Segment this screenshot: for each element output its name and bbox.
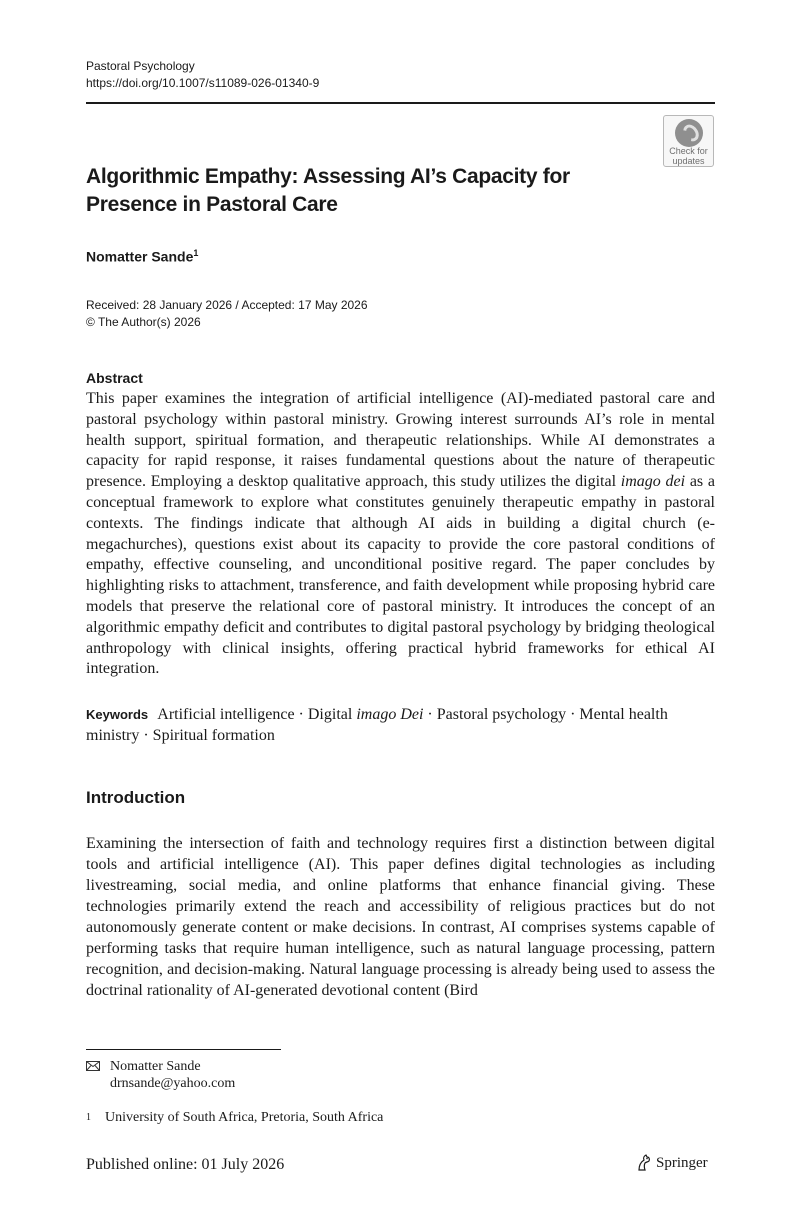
journal-name: Pastoral Psychology	[86, 59, 195, 73]
keyword-separator: ·	[570, 706, 576, 723]
introduction-body	[86, 833, 715, 1001]
published-online: Published online: 01 July 2026	[86, 1156, 285, 1173]
publisher-name: Springer	[656, 1154, 708, 1171]
copyright-notice: © The Author(s) 2026	[86, 315, 201, 329]
author-affiliation-mark: 1	[193, 248, 199, 258]
springer-logo	[636, 1154, 708, 1172]
abstract-body	[86, 389, 715, 680]
keyword-separator: ·	[143, 727, 149, 744]
affiliation-footnote	[86, 1109, 383, 1126]
badge-line-2: updates	[672, 155, 705, 166]
keywords-block	[86, 704, 715, 746]
abstract-italic-term: imago dei	[620, 473, 686, 491]
contact-name: Nomatter Sande	[110, 1059, 201, 1074]
keywords-label: Keywords	[86, 707, 149, 722]
article-dates	[86, 297, 368, 331]
author-name[interactable]: Nomatter Sande	[86, 248, 194, 265]
footnote-rule	[86, 1049, 281, 1050]
badge-line-1: Check for	[669, 146, 708, 156]
keyword-2[interactable]: Digital imago Dei	[307, 706, 424, 723]
keyword-5[interactable]: Spiritual formation	[152, 727, 275, 744]
keyword-4[interactable]: Mental health ministry	[86, 706, 668, 744]
keyword-1[interactable]: Artificial intelligence	[157, 706, 295, 723]
keyword-3[interactable]: Pastoral psychology	[436, 706, 567, 723]
corresponding-author	[86, 1058, 235, 1092]
received-accepted-dates: Received: 28 January 2026 / Accepted: 17 May 2026	[86, 298, 368, 312]
envelope-icon	[86, 1061, 100, 1071]
springer-horse-icon	[636, 1154, 652, 1172]
keyword-separator: ·	[298, 706, 304, 723]
doi-link[interactable]: https://doi.org/10.1007/s11089-026-01340-9	[86, 76, 320, 90]
article-title: Algorithmic Empathy: Assessing AI’s Capacity for Presence in Pastoral Care	[86, 165, 570, 216]
introduction-heading: Introduction	[86, 788, 186, 807]
abstract-text-part-2: as a conceptual framework to explore what constitutes genuinely therapeutic empathy in pastoral contexts. The findings indicate that although AI aids in building a digital church (e-megachurches), questions exist about its capacity to provide the core pastoral conditions of empathy, effective counseling, and unconditional positive regard. The paper concludes by highlighting risks to attachment, transference, and faith development while proposing hybrid care models that preserve the relational core of pastoral ministry. It introduces the concept of an algorithmic empathy deficit and contributes to digital pastoral psychology by bridging theological anthropology with clinical insights, offering practical hybrid frameworks for ethical AI integration.	[86, 473, 716, 678]
keyword-separator: ·	[427, 706, 433, 723]
check-for-updates-badge[interactable]	[663, 115, 714, 167]
author-line	[86, 248, 198, 265]
affiliation-number: 1	[86, 1112, 91, 1123]
abstract-heading: Abstract	[86, 370, 143, 386]
contact-email[interactable]: drnsande@yahoo.com	[110, 1076, 236, 1091]
crossmark-icon	[675, 119, 703, 147]
header-rule	[86, 102, 715, 104]
introduction-paragraph: Examining the intersection of faith and technology requires first a distinction between digital tools and artificial intelligence (AI). This paper defines digital technologies as including livestreaming, social media, and online platforms that enhance financial giving. These technologies primarily extend the reach and accessibility of religious practices but do not autonomously generate content or make decisions. In contrast, AI comprises systems capable of performing tasks that require human intelligence, such as natural language processing, pattern recognition, and decision-making. Natural language processing is already being used to assess the doctrinal rationality of AI-generated devotional content (Bird	[86, 835, 715, 999]
journal-header	[86, 58, 319, 92]
affiliation-text: University of South Africa, Pretoria, South Africa	[105, 1110, 384, 1125]
abstract-text-part-1: This paper examines the integration of artificial intelligence (AI)-mediated pastoral care and pastoral psychology within pastoral ministry. Growing interest surrounds AI’s role in mental health support, spiritual formation, and therapeutic relationships. While AI demonstrates a capacity for rapid response, it raises fundamental questions about the nature of therapeutic presence. Employing a desktop qualitative approach, this study utilizes the digital	[86, 390, 715, 491]
